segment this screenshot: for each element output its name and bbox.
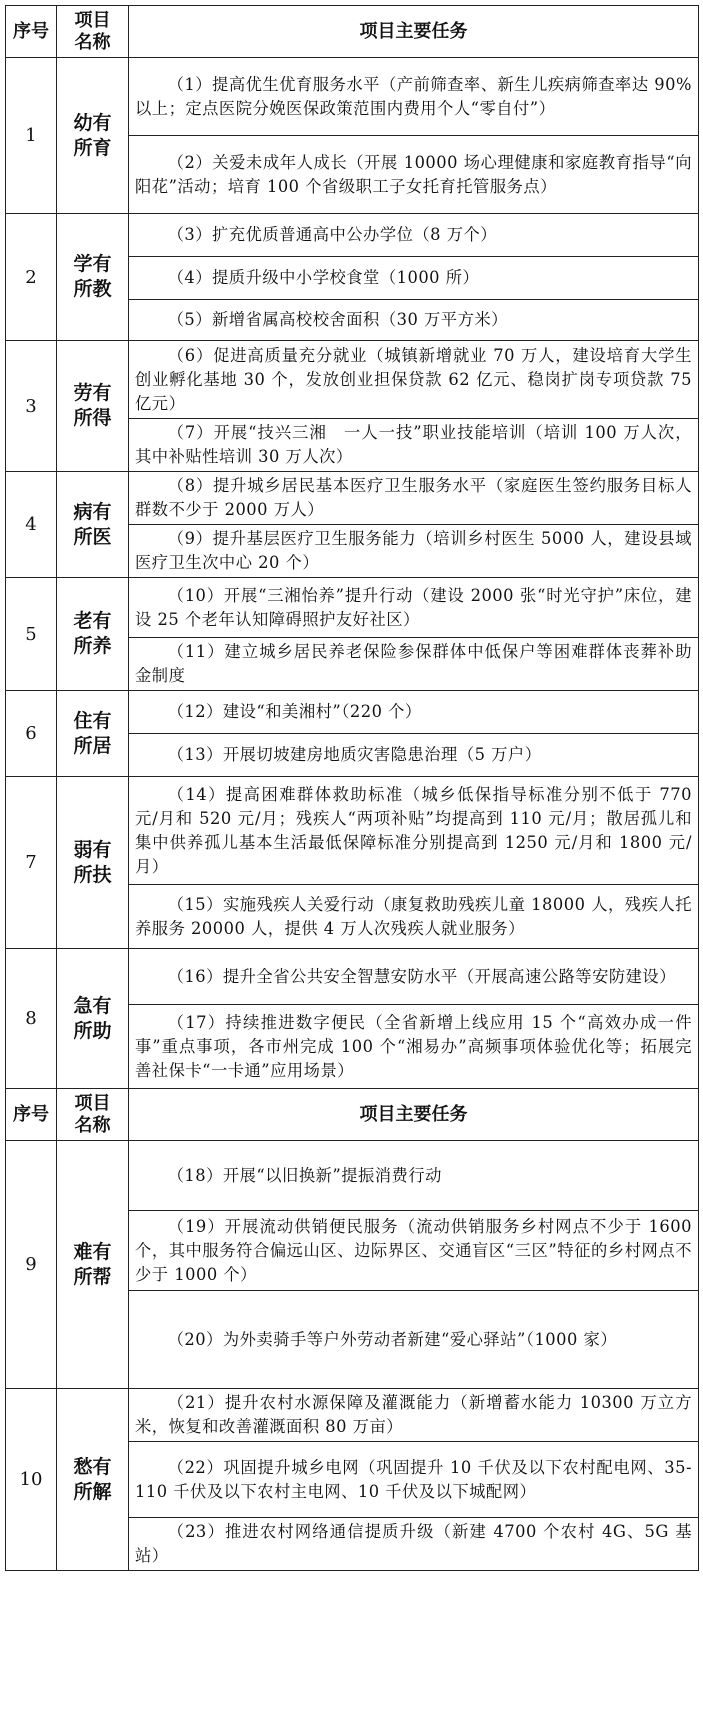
task-item: （4）提质升级中小学校食堂（1000 所） (129, 257, 699, 300)
task-item: （14）提高困难群体救助标准（城乡低保指导标准分别不低于 770 元/月和 520 元/月；残疾人“两项补贴”均提高到 110 元/月；散居孤儿和集中供养孤儿基本生活最低保障标准分别提高到 1250 元/月和 1800 元/月） (129, 777, 699, 885)
task-item: （6）促进高质量充分就业（城镇新增就业 70 万人，建设培育大学生创业孵化基地 30 个，发放创业担保贷款 62 亿元、稳岗扩岗专项贷款 75 亿元） (129, 341, 699, 419)
project-name (57, 949, 129, 1089)
project-name (57, 341, 129, 472)
table-row (6, 472, 699, 525)
project-name-line1: 愁有 (73, 1455, 112, 1478)
project-name-line1: 病有 (73, 500, 112, 523)
project-name-line1: 难有 (73, 1240, 112, 1263)
project-name-line1: 急有 (73, 994, 112, 1017)
task-item: （5）新增省属高校校舍面积（30 万平方米） (129, 300, 699, 341)
project-name-line2: 所教 (73, 278, 112, 300)
project-name-line2: 所解 (73, 1480, 112, 1503)
task-item: （19）开展流动供销便民服务（流动供销服务乡村网点不少于 1600 个，其中服务符合偏远山区、边际界区、交通盲区“三区”特征的乡村网点不少于 1000 个） (129, 1211, 699, 1291)
header-serial: 序号 (6, 1089, 57, 1141)
task-item: （9）提升基层医疗卫生服务能力（培训乡村医生 5000 人，建设县域医疗卫生次中心 20 个） (129, 525, 699, 578)
task-item: （10）开展“三湘怡养”提升行动（建设 2000 张“时光守护”床位，建设 25 个老年认知障碍照护友好社区） (129, 578, 699, 638)
project-name (57, 578, 129, 691)
serial-number: 1 (6, 58, 57, 214)
project-name-line2: 所医 (73, 525, 112, 548)
serial-number: 3 (6, 341, 57, 472)
task-item: （16）提升全省公共安全智慧安防水平（开展高速公路等安防建设） (129, 949, 699, 1005)
serial-number: 9 (6, 1141, 57, 1389)
header-main-tasks: 项目主要任务 (129, 6, 699, 58)
header-project-name (57, 6, 129, 58)
project-name-line1: 幼有 (73, 111, 112, 134)
task-item: （22）巩固提升城乡电网（巩固提升 10 千伏及以下农村配电网、35-110 千伏及以下农村主电网、10 千伏及以下城配网） (129, 1442, 699, 1518)
project-name-line1: 学有 (73, 253, 112, 275)
serial-number: 8 (6, 949, 57, 1089)
header-project-name (57, 1089, 129, 1141)
serial-number: 4 (6, 472, 57, 578)
task-item: （7）开展“技兴三湘 一人一技”职业技能培训（培训 100 万人次，其中补贴性培训 30 万人次） (129, 419, 699, 472)
task-item: （23）推进农村网络通信提质升级（新建 4700 个农村 4G、5G 基站） (129, 1518, 699, 1571)
project-name-line1: 弱有 (73, 838, 112, 861)
project-name-line1: 住有 (73, 709, 112, 732)
header-project-name-line2: 名称 (74, 1114, 111, 1136)
task-item: （21）提升农村水源保障及灌溉能力（新增蓄水能力 10300 万立方米，恢复和改善灌溉面积 80 万亩） (129, 1389, 699, 1442)
table-row (6, 691, 699, 734)
table-row (6, 949, 699, 1005)
task-item: （13）开展切坡建房地质灾害隐患治理（5 万户） (129, 734, 699, 777)
task-item: （12）建设“和美湘村”（220 个） (129, 691, 699, 734)
project-name (57, 691, 129, 777)
project-name-line2: 所帮 (73, 1265, 112, 1288)
table-row (6, 341, 699, 419)
serial-number: 6 (6, 691, 57, 777)
project-name-line1: 劳有 (73, 382, 112, 404)
project-name-line2: 所居 (73, 734, 112, 757)
project-name-line2: 所育 (73, 136, 112, 159)
project-name (57, 1389, 129, 1571)
table-row (6, 58, 699, 136)
task-item: （11）建立城乡居民养老保险参保群体中低保户等困难群体丧葬补助金制度 (129, 638, 699, 691)
task-table (5, 5, 699, 1571)
project-name (57, 58, 129, 214)
task-document (5, 5, 698, 1571)
table-header-row (6, 1089, 699, 1141)
header-project-name-line1: 项目 (74, 9, 111, 31)
header-project-name-line1: 项目 (74, 1092, 111, 1114)
task-item: （8）提升城乡居民基本医疗卫生服务水平（家庭医生签约服务目标人群数不少于 2000 万人） (129, 472, 699, 525)
task-item: （15）实施残疾人关爱行动（康复救助残疾儿童 18000 人，残疾人托养服务 20000 人，提供 4 万人次残疾人就业服务） (129, 885, 699, 949)
serial-number: 5 (6, 578, 57, 691)
table-row (6, 777, 699, 885)
project-name-line2: 所得 (73, 407, 112, 429)
serial-number: 10 (6, 1389, 57, 1571)
table-row (6, 1389, 699, 1442)
table-row (6, 1141, 699, 1211)
task-item: （18）开展“以旧换新”提振消费行动 (129, 1141, 699, 1211)
project-name-line2: 所养 (73, 635, 112, 657)
serial-number: 7 (6, 777, 57, 949)
serial-number: 2 (6, 214, 57, 341)
task-item: （20）为外卖骑手等户外劳动者新建“爱心驿站”（1000 家） (129, 1291, 699, 1389)
project-name (57, 214, 129, 341)
project-name (57, 777, 129, 949)
task-item: （2）关爱未成年人成长（开展 10000 场心理健康和家庭教育指导“向阳花”活动；培育 100 个省级职工子女托育托管服务点） (129, 136, 699, 214)
table-row (6, 214, 699, 257)
header-main-tasks: 项目主要任务 (129, 1089, 699, 1141)
table-header-row (6, 6, 699, 58)
project-name (57, 1141, 129, 1389)
header-serial: 序号 (6, 6, 57, 58)
project-name-line1: 老有 (73, 610, 112, 632)
project-name-line2: 所助 (73, 1019, 112, 1042)
task-item: （3）扩充优质普通高中公办学位（8 万个） (129, 214, 699, 257)
project-name-line2: 所扶 (73, 863, 112, 886)
task-item: （17）持续推进数字便民（全省新增上线应用 15 个“高效办成一件事”重点事项，各市州完成 100 个“湘易办”高频事项体验优化等；拓展完善社保卡“一卡通”应用场景） (129, 1005, 699, 1089)
header-project-name-line2: 名称 (74, 31, 111, 53)
task-item: （1）提高优生优育服务水平（产前筛查率、新生儿疾病筛查率达 90%以上；定点医院分娩医保政策范围内费用个人“零自付”） (129, 58, 699, 136)
table-row (6, 578, 699, 638)
project-name (57, 472, 129, 578)
